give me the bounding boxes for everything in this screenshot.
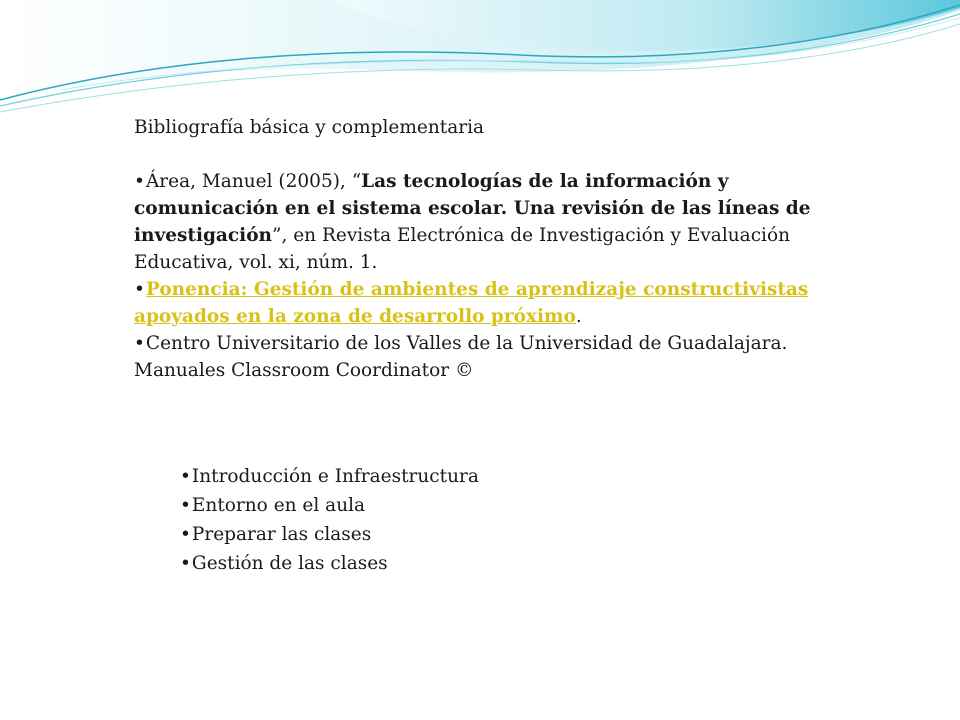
reference-suffix: ”, en Revista Electrónica de Investigación y Evaluación Educativa, vol. xi, núm. 1. — [134, 225, 791, 273]
list-item: • Entorno en el aula — [180, 491, 479, 520]
reference-suffix: . — [575, 306, 582, 327]
reference-item-ponencia — [134, 276, 854, 330]
decorative-wave-banner — [0, 0, 960, 120]
list-item: • Introducción e Infraestructura — [180, 462, 479, 491]
list-item: • Preparar las clases — [180, 520, 479, 549]
list-item: • Gestión de las clases — [180, 549, 479, 578]
reference-title: Las tecnologías de la información y comunicación en el sistema escolar. Una revisión de las líneas de investigación — [134, 171, 811, 246]
reference-text: Centro Universitario de los Valles de la Universidad de Guadalajara. Manuales Classroom Coordinator © — [134, 333, 788, 381]
bibliography-section — [134, 114, 854, 384]
section-heading: Bibliografía básica y complementaria — [134, 117, 485, 138]
manuals-list — [180, 462, 479, 578]
reference-item-cuvalles — [134, 330, 854, 384]
ponencia-link[interactable]: Ponencia: Gestión de ambientes de aprendizaje constructivistas apoyados en la zona de desarrollo próximo — [134, 279, 809, 327]
reference-item-area — [134, 168, 854, 276]
reference-prefix: Área, Manuel (2005), “ — [145, 171, 362, 192]
